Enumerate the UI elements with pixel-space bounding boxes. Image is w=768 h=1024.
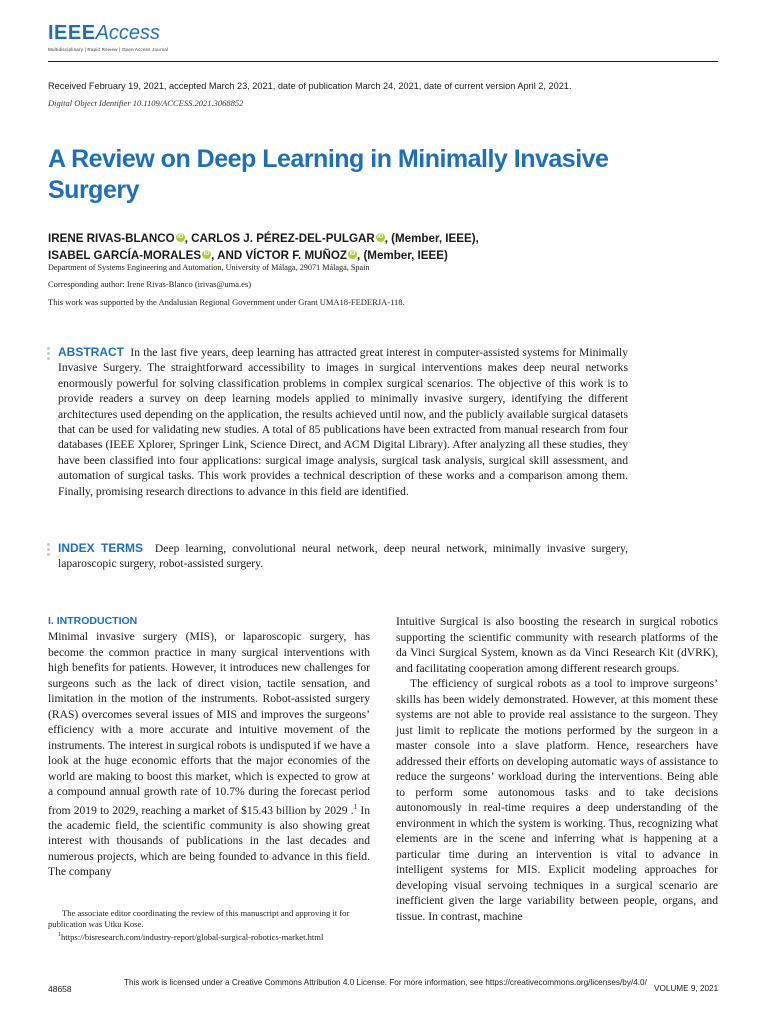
author-name: IRENE RIVAS-BLANCO [48,232,175,245]
intro-text: Minimal invasive surgery (MIS), or laparoscopic surgery, has become the common practice in many surgical interventions with high benefits for patients. However, it introduces new challenges for surgeons such as the lack of direct vision, tactile sensation, and limitation in the motion of the instruments. Robot-assisted surgery (RAS) overcomes several issues of MIS and improves the surgeons’ efficiency with a more accurate and intuitive movement of the instruments. The interest in surgical robots is undisputed if we have a look at the huge economic efforts that the major economies of the world are making to boost this market, which is expected to grow at a compound annual growth rate of 10.7% during the forecast period from 2019 to 2029, reaching a market of $15.43 billion by 2029 . [48,630,370,817]
license-note[interactable]: This work is licensed under a Creative Commons Attribution 4.0 License. For more information, see https://creativecommons.org/licenses/by/4.0/ [124,978,647,987]
index-terms [58,541,628,572]
footnote-mark: 1 [58,932,61,938]
paper-title: A Review on Deep Learning in Minimally Invasive Surgery [48,145,609,204]
intro-text-cont: In the academic field, the scientific community is also showing great interest with thousands of publications in the last decades and numerous projects, which are being founded to advance in this field. The company [48,803,370,879]
affiliation: Department of Systems Engineering and Automation, University of Málaga, 29071 Málaga, Spain [48,263,370,272]
intro-right [396,614,718,924]
footnote-url[interactable]: https://bisresearch.com/industry-report/global-surgical-robotics-market.html [61,931,324,942]
orcid-icon[interactable]: iD [377,234,384,240]
logo-ieee: IEEE [48,22,96,44]
author-affiliation-note: , (Member, IEEE), [384,232,479,245]
right-column [396,614,718,924]
intro-paragraph: Intuitive Surgical is also boosting the research in surgical robotics supporting the scientific community with research platforms of the da Vinci Surgical System, known as da Vinci Research Kit (dVRK), and facilitating cooperation among different research groups. [396,615,718,675]
orcid-icon[interactable]: iD [349,251,356,257]
intro-paragraph [48,629,370,880]
header-divider [48,61,718,62]
orcid-icon[interactable]: iD [177,234,184,240]
journal-logo [48,22,168,52]
funding-note: This work was supported by the Andalusian Regional Government under Grant UMA18-FEDERJA-118. [48,297,405,307]
footnote-ref[interactable]: 1 [353,802,358,811]
author-name: , AND VÍCTOR F. MUÑOZ [211,249,347,262]
abstract [58,345,628,499]
abstract-text: In the last five years, deep learning has attracted great interest in computer-assisted systems for Minimally Invasive Surgery. The straightforward accessibility to images in surgical interventions makes deep neural networks enormously powerful for solving classification problems in complex surgical scenarios. The objective of this work is to provide readers a survey on deep learning models applied to minimally invasive surgery, identifying the different architectures used depending on the application, the results achieved until now, and the publicly available surgical datasets that can be used for validating new studies. A total of 85 publications have been extracted from manual research from four databases (IEEE Xplorer, Springer Link, Science Direct, and ACM Digital Library). After analyzing all these studies, they have been classified into four applications: surgical image analysis, surgical task analysis, surgical skill assessment, and automation of surgical tasks. This work provides a technical description of these works and a comparison among them. Finally, promising research directions to advance in this field are identified. [58,346,629,498]
author-list [48,230,728,264]
author-name: ISABEL GARCÍA-MORALES [48,249,202,262]
index-terms-text: Deep learning, convolutional neural network, deep neural network, minimally invasive surgery, laparoscopic surgery, robot-assisted surgery. [58,542,628,571]
corresponding-author: Corresponding author: Irene Rivas-Blanco (irivas@uma.es) [48,279,252,289]
editor-note: The associate editor coordinating the review of this manuscript and approving it for publication was Utku Kose. [48,908,350,929]
left-column [48,615,370,880]
logo-access: Access [95,22,161,44]
intro-paragraph: The efficiency of surgical robots as a tool to improve surgeons’ skills has been widely demonstrated. However, at this moment these systems are not able to provide real assistance to the surgeon. They just limit to replicate the motions performed by the surgeon in a master console into a slave platform. Hence, researchers have addressed their efforts on developing automatic ways of assistance to reduce the surgeons’ workload during the interventions. Being able to perform some autonomous tasks and to take decisions autonomously in real-time requires a deep understanding of the environment in which the system is working. Thus, recognizing what elements are in the scene and inferring what is happening at a particular time during an intervention is vital to advance in intelligent systems for MIS. Explicit modeling approaches for developing visual servoing techniques in a surgical scenario are inefficient given the large variability between people, organs, and tissue. In contrast, machine [396,677,718,923]
author-name: , CARLOS J. PÉREZ-DEL-PULGAR [184,232,375,245]
footnotes [48,908,370,943]
author-affiliation-note: , (Member, IEEE) [357,249,448,262]
volume-label: VOLUME 9, 2021 [654,984,719,993]
doi[interactable]: Digital Object Identifier 10.1109/ACCESS.2021.3068852 [48,98,244,108]
index-terms-marker-icon [47,543,51,558]
page-number: 48658 [48,984,72,994]
index-terms-label: INDEX TERMS [58,541,144,555]
orcid-icon[interactable]: iD [203,251,210,257]
section-heading: I. INTRODUCTION [48,615,138,627]
abstract-marker-icon [47,347,51,362]
abstract-label: ABSTRACT [58,345,124,359]
received-dates: Received February 19, 2021, accepted March 23, 2021, date of publication March 24, 2021, date of current version April 2, 2021. [48,81,572,91]
logo-tagline: Multidisciplinary | Rapid Review | Open Access Journal [48,47,169,52]
